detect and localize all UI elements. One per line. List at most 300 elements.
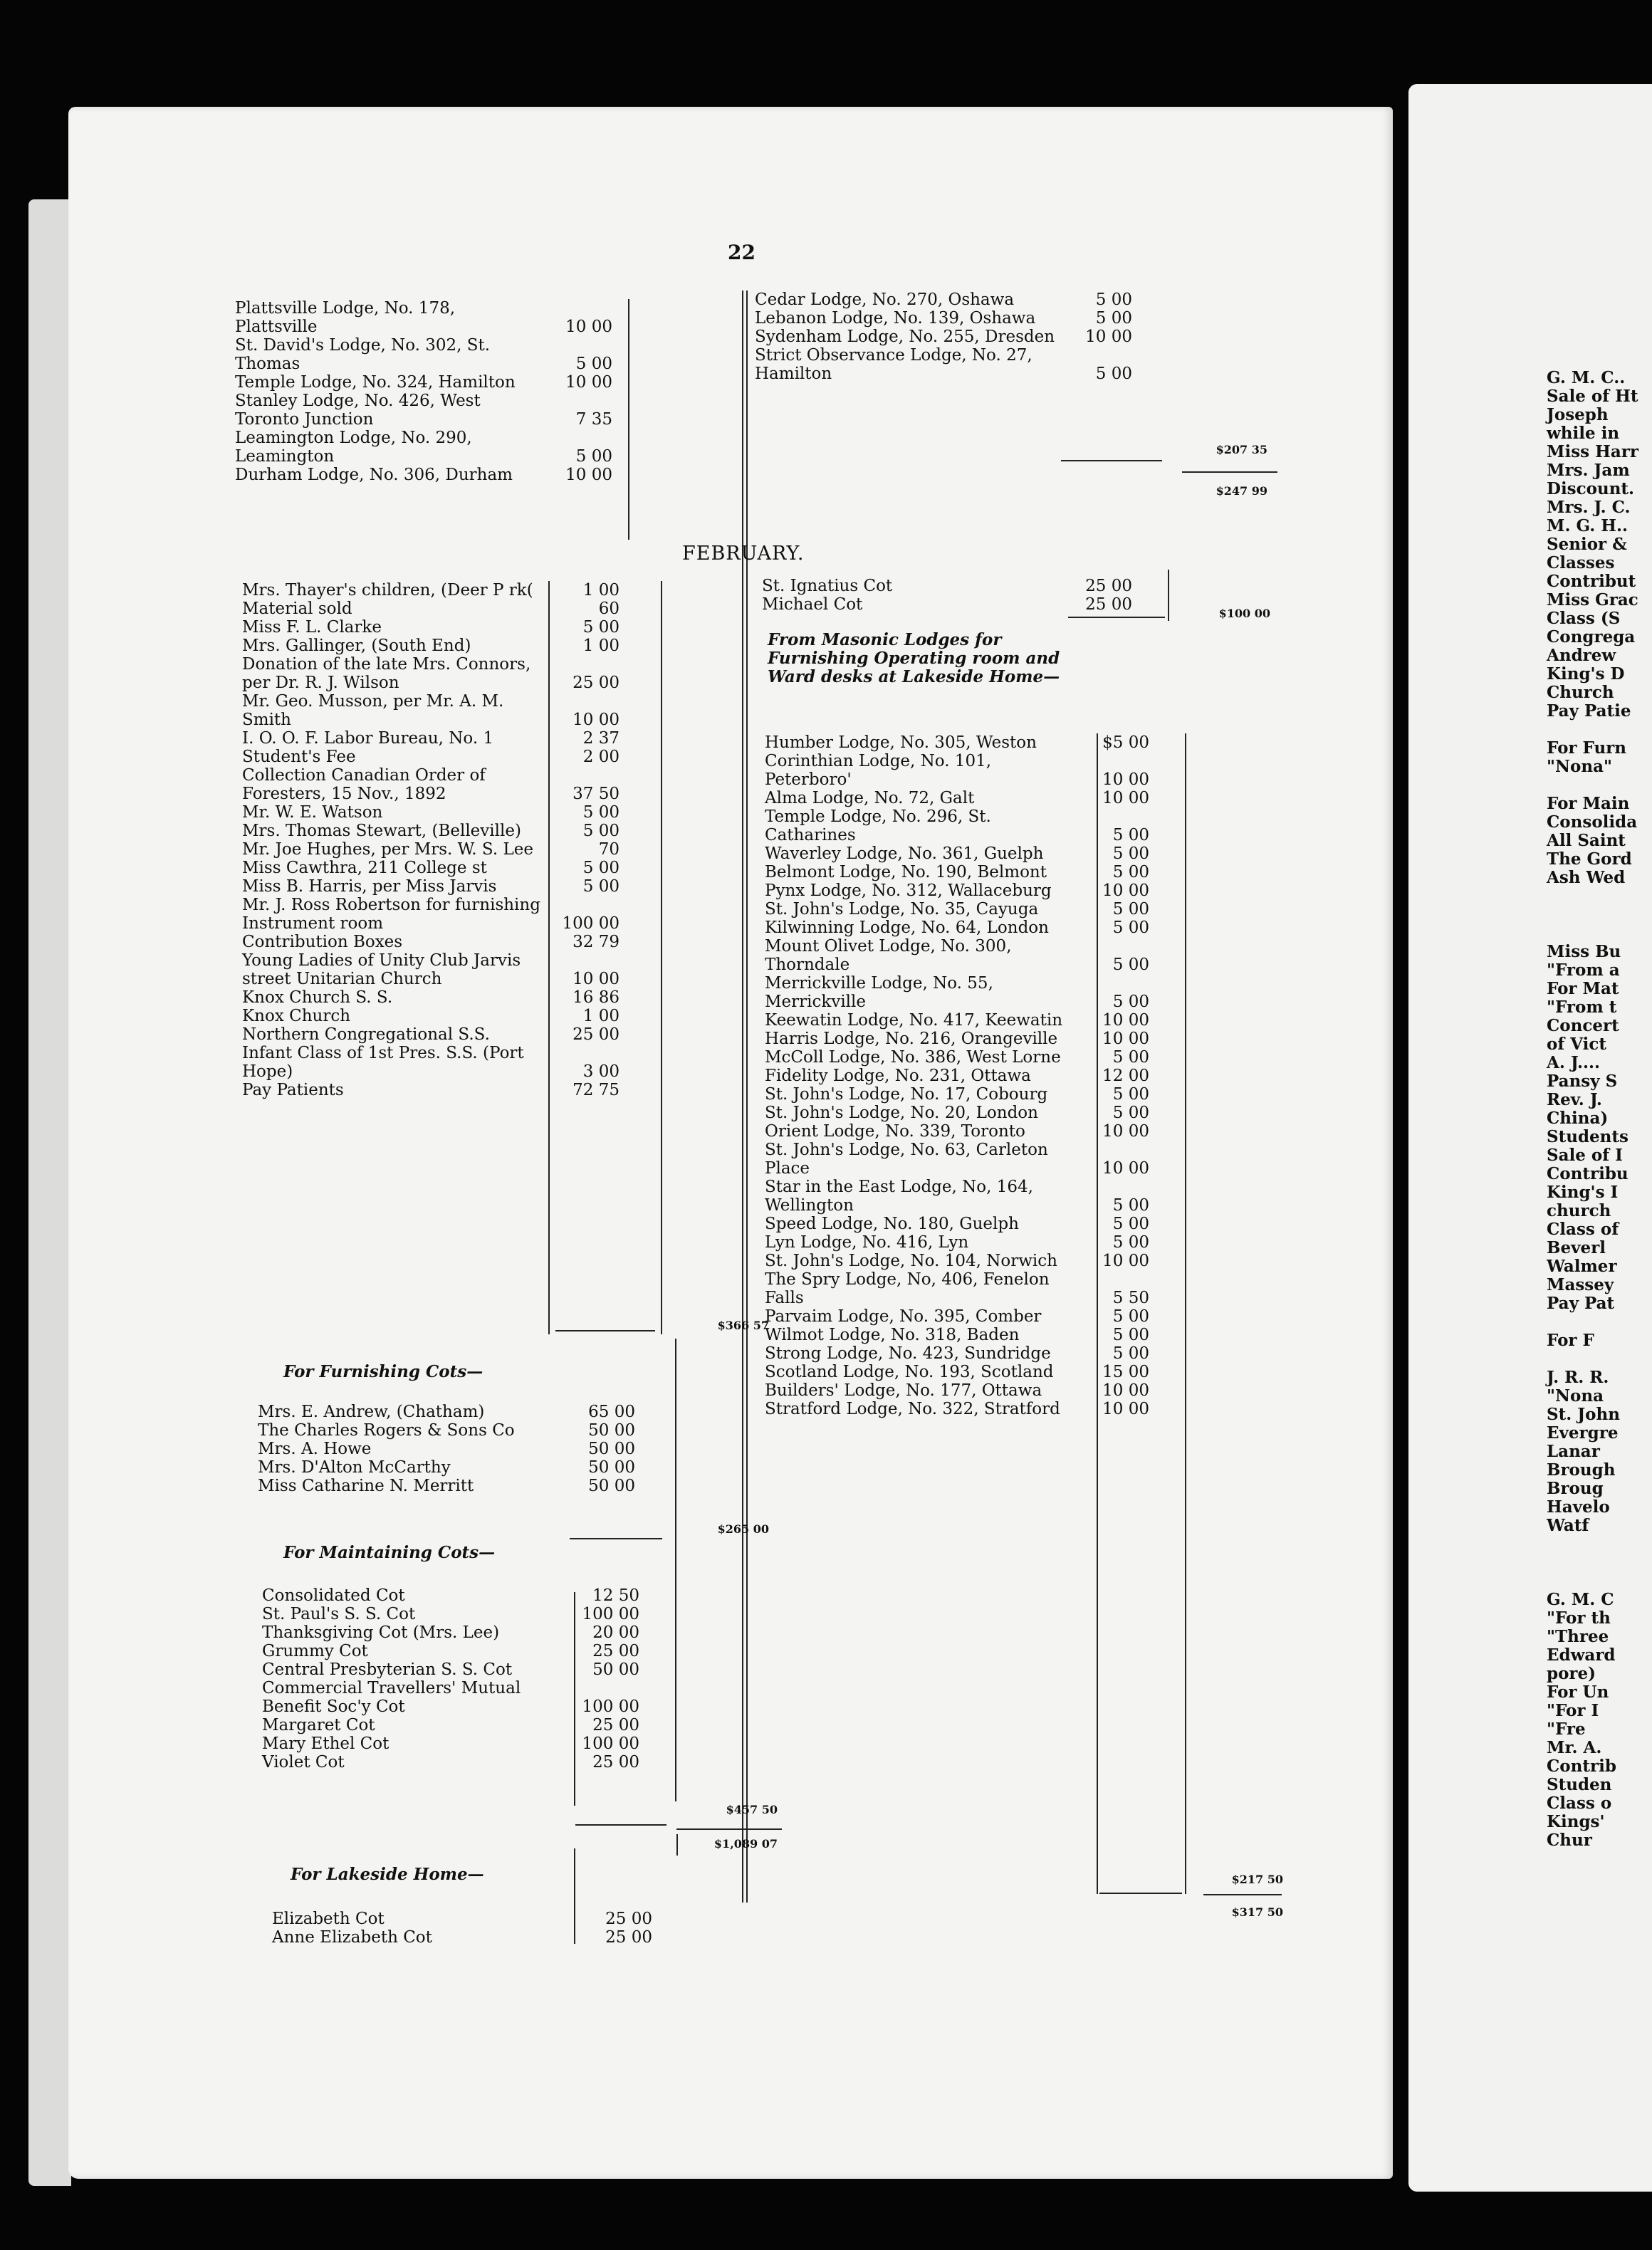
facing-page-line: Joseph	[1547, 405, 1609, 424]
ledger-entry-amount: 5 00	[582, 618, 620, 637]
ledger-entry-name: McColl Lodge, No. 386, West Lorne	[765, 1048, 1061, 1067]
rule	[548, 581, 550, 1334]
ledger-entry-amount: 5 00	[1112, 1048, 1149, 1067]
rule	[574, 1592, 575, 1806]
maintaining-list	[262, 1586, 639, 1772]
page-number: 22	[728, 241, 756, 264]
ledger-entry-name: Mrs. Thayer's children, (Deer P rk(	[242, 581, 533, 600]
ledger-entry-name: Lebanon Lodge, No. 139, Oshawa	[755, 309, 1036, 328]
ledger-entry-amount: 2 00	[582, 748, 620, 766]
ledger-entry-name: Alma Lodge, No. 72, Galt	[765, 789, 975, 807]
ledger-entry-name: Mr. Joe Hughes, per Mrs. W. S. Lee	[242, 840, 533, 859]
ledger-row	[262, 1623, 639, 1642]
ledger-entry-name: Waverley Lodge, No. 361, Guelph	[765, 844, 1044, 863]
ledger-entry-name: Corinthian Lodge, No. 101, Peterboro'	[765, 752, 992, 789]
ledger-entry-amount: 5 00	[1112, 1196, 1149, 1215]
facing-page-line: Lanar	[1547, 1442, 1600, 1461]
facing-page-line: Brough	[1547, 1460, 1616, 1480]
ledger-entry-amount: 72 75	[573, 1081, 620, 1099]
ledger-entry-name: Mr. Geo. Musson, per Mr. A. M. Smith	[242, 692, 504, 729]
ledger-entry-amount: 1 00	[582, 637, 620, 655]
ledger-entry-name: Mrs. Gallinger, (South End)	[242, 637, 471, 655]
facing-page-line: Students	[1547, 1127, 1629, 1146]
ledger-entry-amount: 100 00	[582, 1605, 639, 1623]
ledger-entry-amount: 5 00	[1112, 900, 1149, 919]
rule	[661, 581, 662, 1334]
rule	[1168, 570, 1169, 621]
facing-page-line: Pay Pat	[1547, 1294, 1615, 1313]
ledger-entry-name: St. John's Lodge, No. 17, Cobourg	[765, 1085, 1048, 1104]
maintaining-subtotal: $457 50	[726, 1803, 778, 1816]
facing-page-line	[1547, 1313, 1638, 1331]
ledger-row	[765, 1381, 1149, 1400]
rule	[1068, 617, 1165, 618]
ledger-entry-amount: 25 00	[592, 1716, 639, 1734]
facing-page-line: Beverl	[1547, 1238, 1606, 1257]
rule	[676, 1828, 782, 1830]
ledger-entry-name: Anne Elizabeth Cot	[272, 1928, 432, 1947]
rule	[628, 299, 629, 540]
right-feb-cots	[762, 577, 1132, 614]
ledger-row	[765, 1104, 1149, 1122]
ledger-entry-name: Mrs. Thomas Stewart, (Belleville)	[242, 822, 521, 840]
ledger-entry-name: St. John's Lodge, No. 104, Norwich	[765, 1252, 1057, 1270]
ledger-entry-name: Sydenham Lodge, No. 255, Dresden	[755, 328, 1055, 346]
facing-page-line: The Gord	[1547, 849, 1632, 869]
facing-page-line: Andrew	[1547, 646, 1616, 665]
left-feb-list	[242, 581, 620, 1099]
ledger-entry-amount: 1 00	[582, 581, 620, 600]
ledger-entry-amount: 10 00	[1102, 1030, 1149, 1048]
ledger-entry-name: Mr. J. Ross Robertson for furnishing Instrument room	[242, 896, 540, 933]
ledger-entry-amount: 50 00	[588, 1458, 635, 1477]
ledger-entry-amount: 5 00	[1112, 1215, 1149, 1233]
ledger-row	[762, 595, 1132, 614]
column-divider	[742, 291, 743, 1903]
ledger-row	[242, 859, 620, 877]
ledger-entry-name: Stratford Lodge, No. 322, Stratford	[765, 1400, 1060, 1418]
ledger-entry-amount: 25 00	[605, 1928, 652, 1947]
ledger-entry-name: Mrs. A. Howe	[258, 1440, 372, 1458]
ledger-entry-name: Thanksgiving Cot (Mrs. Lee)	[262, 1623, 500, 1642]
ledger-row	[242, 896, 620, 933]
facing-page-line: Pansy S	[1547, 1072, 1618, 1091]
ledger-entry-name: Infant Class of 1st Pres. S.S. (Port Hope)	[242, 1044, 524, 1081]
ledger-row	[755, 346, 1132, 383]
ledger-entry-amount: 10 00	[1102, 1400, 1149, 1418]
rule	[676, 1834, 678, 1856]
ledger-entry-amount: 3 00	[582, 1062, 620, 1081]
ledger-row	[242, 840, 620, 859]
ledger-entry-name: Durham Lodge, No. 306, Durham	[235, 466, 513, 484]
ledger-entry-amount: 10 00	[565, 318, 612, 336]
ledger-entry-name: Miss Catharine N. Merritt	[258, 1477, 474, 1495]
ledger-row	[765, 1307, 1149, 1326]
masonic-heading: From Masonic Lodges for Furnishing Operating room and Ward desks at Lakeside Home—	[768, 630, 1060, 686]
column-divider-2	[746, 291, 748, 1903]
ledger-row	[765, 752, 1149, 789]
ledger-row	[235, 299, 612, 336]
ledger-row	[258, 1403, 635, 1421]
facing-page-line: Sale of Ht	[1547, 387, 1638, 406]
facing-page-line: church	[1547, 1201, 1611, 1220]
ledger-entry-amount: 25 00	[573, 1025, 620, 1044]
ledger-row	[765, 1252, 1149, 1270]
ledger-entry-name: St. Ignatius Cot	[762, 577, 893, 595]
ledger-entry-amount: 25 00	[605, 1910, 652, 1928]
facing-page-line: M. G. H..	[1547, 516, 1629, 535]
facing-page-line: "Nona	[1547, 1386, 1604, 1406]
facing-page-line: King's I	[1547, 1183, 1619, 1202]
ledger-entry-name: St. John's Lodge, No. 20, London	[765, 1104, 1038, 1122]
ledger-entry-name: Harris Lodge, No. 216, Orangeville	[765, 1030, 1058, 1048]
ledger-entry-amount: 2 37	[582, 729, 620, 748]
ledger-entry-name: Star in the East Lodge, No, 164, Wellington	[765, 1178, 1033, 1215]
facing-page-line	[1547, 1535, 1638, 1554]
ledger-entry-amount: 7 35	[575, 410, 612, 429]
ledger-entry-name: St. Paul's S. S. Cot	[262, 1605, 416, 1623]
rule	[575, 1824, 666, 1826]
ledger-entry-name: St. John's Lodge, No. 35, Cayuga	[765, 900, 1039, 919]
ledger-entry-amount: 5 00	[1112, 863, 1149, 881]
facing-page-line: Miss Grac	[1547, 590, 1638, 609]
rule	[1099, 1893, 1182, 1894]
ledger-row	[242, 933, 620, 951]
right-top-list	[755, 291, 1132, 383]
ledger-row	[262, 1660, 639, 1679]
ledger-entry-amount: 10 00	[1102, 789, 1149, 807]
ledger-entry-amount: 32 79	[573, 933, 620, 951]
facing-page-line	[1547, 1350, 1638, 1369]
facing-page-line: "For th	[1547, 1608, 1611, 1628]
facing-page-line: "Fre	[1547, 1720, 1586, 1739]
page-edge	[28, 199, 71, 2186]
ledger-row	[765, 789, 1149, 807]
ledger-entry-amount: 10 00	[573, 711, 620, 729]
facing-page-line: while in	[1547, 424, 1620, 443]
facing-page-line: Mrs. J. C.	[1547, 498, 1631, 517]
ledger-entry-name: Mr. W. E. Watson	[242, 803, 383, 822]
ledger-row	[262, 1734, 639, 1753]
facing-page-line: pore)	[1547, 1664, 1596, 1683]
ledger-entry-amount: 5 00	[1112, 1344, 1149, 1363]
furnishing-heading: For Furnishing Cots—	[283, 1362, 483, 1381]
facing-page-line: Miss Bu	[1547, 942, 1621, 961]
facing-page-line: Edward	[1547, 1645, 1616, 1665]
ledger-entry-name: Strict Observance Lodge, No. 27, Hamilton	[755, 346, 1032, 383]
ledger-entry-name: St. John's Lodge, No. 63, Carleton Place	[765, 1141, 1048, 1178]
facing-page-line: Evergre	[1547, 1423, 1619, 1443]
ledger-entry-amount: 15 00	[1102, 1363, 1149, 1381]
ledger-entry-amount: 10 00	[573, 970, 620, 988]
ledger-entry-name: Mary Ethel Cot	[262, 1734, 390, 1753]
ledger-row	[262, 1716, 639, 1734]
facing-page-line: For Mat	[1547, 979, 1619, 998]
ledger-entry-name: Temple Lodge, No. 296, St. Catharines	[765, 807, 991, 844]
ledger-row	[762, 577, 1132, 595]
ledger-row	[242, 803, 620, 822]
facing-page-line: "Nona"	[1547, 757, 1612, 776]
ledger-entry-name: Contribution Boxes	[242, 933, 403, 951]
facing-page-line: G. M. C..	[1547, 368, 1626, 387]
ledger-entry-name: Knox Church S. S.	[242, 988, 393, 1007]
facing-page-line: Mr. A.	[1547, 1738, 1602, 1757]
ledger-entry-amount: 25 00	[592, 1753, 639, 1772]
facing-page-line: King's D	[1547, 664, 1625, 684]
ledger-entry-name: Strong Lodge, No. 423, Sundridge	[765, 1344, 1051, 1363]
ledger-entry-name: Donation of the late Mrs. Connors, per Dr. R. J. Wilson	[242, 655, 531, 692]
ledger-entry-name: Student's Fee	[242, 748, 356, 766]
facing-page-line: Miss Harr	[1547, 442, 1638, 461]
facing-page-line: A. J....	[1547, 1053, 1600, 1072]
ledger-row	[242, 877, 620, 896]
ledger-entry-amount: 70	[598, 840, 620, 859]
ledger-row	[765, 1326, 1149, 1344]
ledger-row	[235, 392, 612, 429]
ledger-entry-amount: 12 50	[592, 1586, 639, 1605]
ledger-entry-amount: 10 00	[1102, 1122, 1149, 1141]
ledger-entry-amount: 10 00	[1102, 1381, 1149, 1400]
facing-page-line: "From t	[1547, 998, 1617, 1017]
ledger-entry-amount: 16 86	[573, 988, 620, 1007]
ledger-row	[765, 937, 1149, 974]
ledger-row	[242, 1044, 620, 1081]
ledger-entry-name: Collection Canadian Order of Foresters, 15 Nov., 1892	[242, 766, 486, 803]
ledger-entry-amount: 25 00	[573, 674, 620, 692]
facing-page-line: Kings'	[1547, 1812, 1605, 1831]
ledger-entry-amount: 5 00	[1112, 956, 1149, 974]
facing-page-line: Church	[1547, 683, 1614, 702]
facing-page-line: Ash Wed	[1547, 868, 1626, 887]
rule	[1097, 733, 1098, 1894]
ledger-row	[262, 1642, 639, 1660]
facing-page-line	[1547, 721, 1638, 739]
rule	[555, 1330, 655, 1331]
ledger-entry-name: Mrs. D'Alton McCarthy	[258, 1458, 451, 1477]
ledger-row	[765, 807, 1149, 844]
facing-page-line: Congrega	[1547, 627, 1636, 647]
ledger-row	[765, 844, 1149, 863]
ledger-entry-amount: 10 00	[1102, 1011, 1149, 1030]
rule	[1185, 733, 1186, 1894]
facing-page-line: Sale of I	[1547, 1146, 1623, 1165]
ledger-row	[765, 881, 1149, 900]
ledger-row	[242, 822, 620, 840]
ledger-entry-amount: 5 00	[1112, 1233, 1149, 1252]
facing-page-line	[1547, 887, 1638, 906]
ledger-row	[262, 1586, 639, 1605]
ledger-entry-name: Plattsville Lodge, No. 178, Plattsville	[235, 299, 456, 336]
left-top-list	[235, 299, 612, 484]
ledger-entry-name: Pynx Lodge, No. 312, Wallaceburg	[765, 881, 1052, 900]
facing-page-line: China)	[1547, 1109, 1609, 1128]
ledger-entry-amount: 100 00	[562, 914, 620, 933]
ledger-entry-name: Stanley Lodge, No. 426, West Toronto Junction	[235, 392, 481, 429]
ledger-entry-amount: 1 00	[582, 1007, 620, 1025]
ledger-entry-amount: 25 00	[1085, 577, 1132, 595]
ledger-entry-name: Elizabeth Cot	[272, 1910, 385, 1928]
ledger-entry-name: Fidelity Lodge, No. 231, Ottawa	[765, 1067, 1031, 1085]
ledger-entry-name: The Spry Lodge, No, 406, Fenelon Falls	[765, 1270, 1050, 1307]
ledger-row	[242, 748, 620, 766]
ledger-entry-amount: 5 00	[582, 803, 620, 822]
left-feb-subtotal: $366 57	[717, 1319, 769, 1332]
facing-page-line: Concert	[1547, 1016, 1619, 1035]
ledger-row	[765, 1178, 1149, 1215]
ledger-entry-name: Commercial Travellers' Mutual Benefit Soc'y Cot	[262, 1679, 521, 1716]
ledger-row	[258, 1458, 635, 1477]
ledger-entry-name: Michael Cot	[762, 595, 863, 614]
facing-page-line: For Furn	[1547, 738, 1627, 758]
ledger-entry-amount: 37 50	[573, 785, 620, 803]
facing-page-line: Contribut	[1547, 572, 1636, 591]
ledger-row	[765, 733, 1149, 752]
ledger-entry-name: Consolidated Cot	[262, 1586, 405, 1605]
facing-page-line: Class of	[1547, 1220, 1619, 1239]
ledger-row	[765, 900, 1149, 919]
ledger-entry-name: Lyn Lodge, No. 416, Lyn	[765, 1233, 969, 1252]
left-grand-total: $1,089 07	[713, 1837, 778, 1851]
right-grand-total: $317 50	[1231, 1905, 1283, 1919]
ledger-row	[262, 1753, 639, 1772]
facing-page-line: G. M. C	[1547, 1590, 1614, 1609]
ledger-entry-name: Pay Patients	[242, 1081, 344, 1099]
ledger-entry-amount: 5 00	[582, 859, 620, 877]
ledger-entry-amount: 5 50	[1112, 1289, 1149, 1307]
facing-page-line	[1547, 924, 1638, 943]
ledger-row	[242, 618, 620, 637]
facing-page-line: For Un	[1547, 1683, 1609, 1702]
ledger-entry-name: Speed Lodge, No. 180, Guelph	[765, 1215, 1019, 1233]
ledger-row	[235, 373, 612, 392]
ledger-entry-name: I. O. O. F. Labor Bureau, No. 1	[242, 729, 494, 748]
ledger-entry-amount: 50 00	[588, 1440, 635, 1458]
ledger-row	[272, 1928, 652, 1947]
ledger-entry-amount: 10 00	[565, 373, 612, 392]
facing-page-line: Contrib	[1547, 1757, 1616, 1776]
facing-page-line: For Main	[1547, 794, 1630, 813]
ledger-row	[242, 581, 620, 600]
rule	[1182, 471, 1277, 473]
ledger-row	[242, 951, 620, 988]
ledger-entry-amount: 5 00	[1112, 1326, 1149, 1344]
ledger-row	[765, 1011, 1149, 1030]
facing-page-line: Walmer	[1547, 1257, 1617, 1276]
ledger-entry-name: Northern Congregational S.S.	[242, 1025, 490, 1044]
ledger-entry-name: Miss B. Harris, per Miss Jarvis	[242, 877, 497, 896]
facing-page-line: "Three	[1547, 1627, 1609, 1646]
ledger-entry-amount: 50 00	[588, 1477, 635, 1495]
ledger-row	[262, 1605, 639, 1623]
facing-page-line: Watf	[1547, 1516, 1589, 1535]
ledger-row	[258, 1440, 635, 1458]
ledger-entry-name: Material sold	[242, 600, 352, 618]
facing-page-line: Chur	[1547, 1831, 1592, 1850]
ledger-entry-amount: 5 00	[582, 822, 620, 840]
ledger-row	[765, 1344, 1149, 1363]
ledger-row	[765, 974, 1149, 1011]
ledger-entry-amount: 5 00	[1112, 1307, 1149, 1326]
ledger-entry-name: The Charles Rogers & Sons Co	[258, 1421, 515, 1440]
ledger-entry-name: Mount Olivet Lodge, No. 300, Thorndale	[765, 937, 1012, 974]
ledger-row	[765, 1030, 1149, 1048]
ledger-row	[242, 655, 620, 692]
facing-page-text	[1547, 369, 1638, 1850]
ledger-row	[258, 1477, 635, 1495]
ledger-entry-amount: 5 00	[1095, 365, 1132, 383]
right-top-subtotal: $207 35	[1216, 443, 1267, 456]
maintaining-heading: For Maintaining Cots—	[283, 1543, 496, 1562]
ledger-entry-name: Leamington Lodge, No. 290, Leamington	[235, 429, 472, 466]
ledger-row	[242, 729, 620, 748]
ledger-entry-name: Scotland Lodge, No. 193, Scotland	[765, 1363, 1054, 1381]
ledger-row	[242, 600, 620, 618]
ledger-row	[242, 766, 620, 803]
lakeside-list	[272, 1910, 652, 1947]
ledger-entry-amount: 10 00	[1102, 1252, 1149, 1270]
furnishing-subtotal: $265 00	[717, 1522, 769, 1536]
ledger-entry-amount: 100 00	[582, 1734, 639, 1753]
rule	[570, 1538, 662, 1539]
ledger-entry-amount: 10 00	[1085, 328, 1132, 346]
ledger-entry-amount: 10 00	[1102, 1159, 1149, 1178]
facing-page-line	[1547, 1572, 1638, 1591]
facing-page-line: Pay Patie	[1547, 701, 1631, 721]
ledger-entry-amount: 10 00	[1102, 770, 1149, 789]
facing-page-line: Broug	[1547, 1479, 1604, 1498]
ledger-row	[242, 1007, 620, 1025]
ledger-row	[765, 1122, 1149, 1141]
facing-page-line	[1547, 776, 1638, 795]
ledger-row	[765, 863, 1149, 881]
ledger-entry-name: Kilwinning Lodge, No. 64, London	[765, 919, 1049, 937]
ledger-entry-amount: 50 00	[592, 1660, 639, 1679]
facing-page-line: Senior &	[1547, 535, 1627, 554]
masonic-list	[765, 733, 1149, 1418]
ledger-entry-name: Grummy Cot	[262, 1642, 368, 1660]
facing-page-line: Massey	[1547, 1275, 1614, 1294]
masonic-subtotal: $217 50	[1231, 1873, 1283, 1886]
ledger-entry-name: Wilmot Lodge, No. 318, Baden	[765, 1326, 1020, 1344]
ledger-entry-amount: 25 00	[592, 1642, 639, 1660]
ledger-entry-amount: 60	[598, 600, 620, 618]
ledger-entry-name: Keewatin Lodge, No. 417, Keewatin	[765, 1011, 1063, 1030]
ledger-row	[242, 1025, 620, 1044]
facing-page-line: All Saint	[1547, 831, 1626, 850]
ledger-row	[765, 1270, 1149, 1307]
ledger-row	[765, 1048, 1149, 1067]
ledger-entry-amount: 5 00	[1112, 1085, 1149, 1104]
facing-page-line: "From a	[1547, 961, 1620, 980]
ledger-row	[765, 1067, 1149, 1085]
ledger-entry-amount: 5 00	[582, 877, 620, 896]
ledger-row	[262, 1679, 639, 1716]
rule	[675, 1339, 676, 1801]
ledger-row	[755, 328, 1132, 346]
ledger-row	[755, 291, 1132, 309]
ledger-entry-name: Margaret Cot	[262, 1716, 375, 1734]
facing-page-line	[1547, 1554, 1638, 1572]
ledger-entry-amount: 5 00	[1112, 1104, 1149, 1122]
ledger-entry-name: Cedar Lodge, No. 270, Oshawa	[755, 291, 1015, 309]
ledger-entry-name: Belmont Lodge, No. 190, Belmont	[765, 863, 1047, 881]
facing-page-line: Havelo	[1547, 1497, 1610, 1517]
ledger-entry-name: Builders' Lodge, No. 177, Ottawa	[765, 1381, 1042, 1400]
ledger-entry-amount: 5 00	[1095, 291, 1132, 309]
ledger-entry-amount: 10 00	[565, 466, 612, 484]
ledger-entry-amount: 5 00	[1112, 826, 1149, 844]
ledger-entry-name: Miss Cawthra, 211 College st	[242, 859, 487, 877]
